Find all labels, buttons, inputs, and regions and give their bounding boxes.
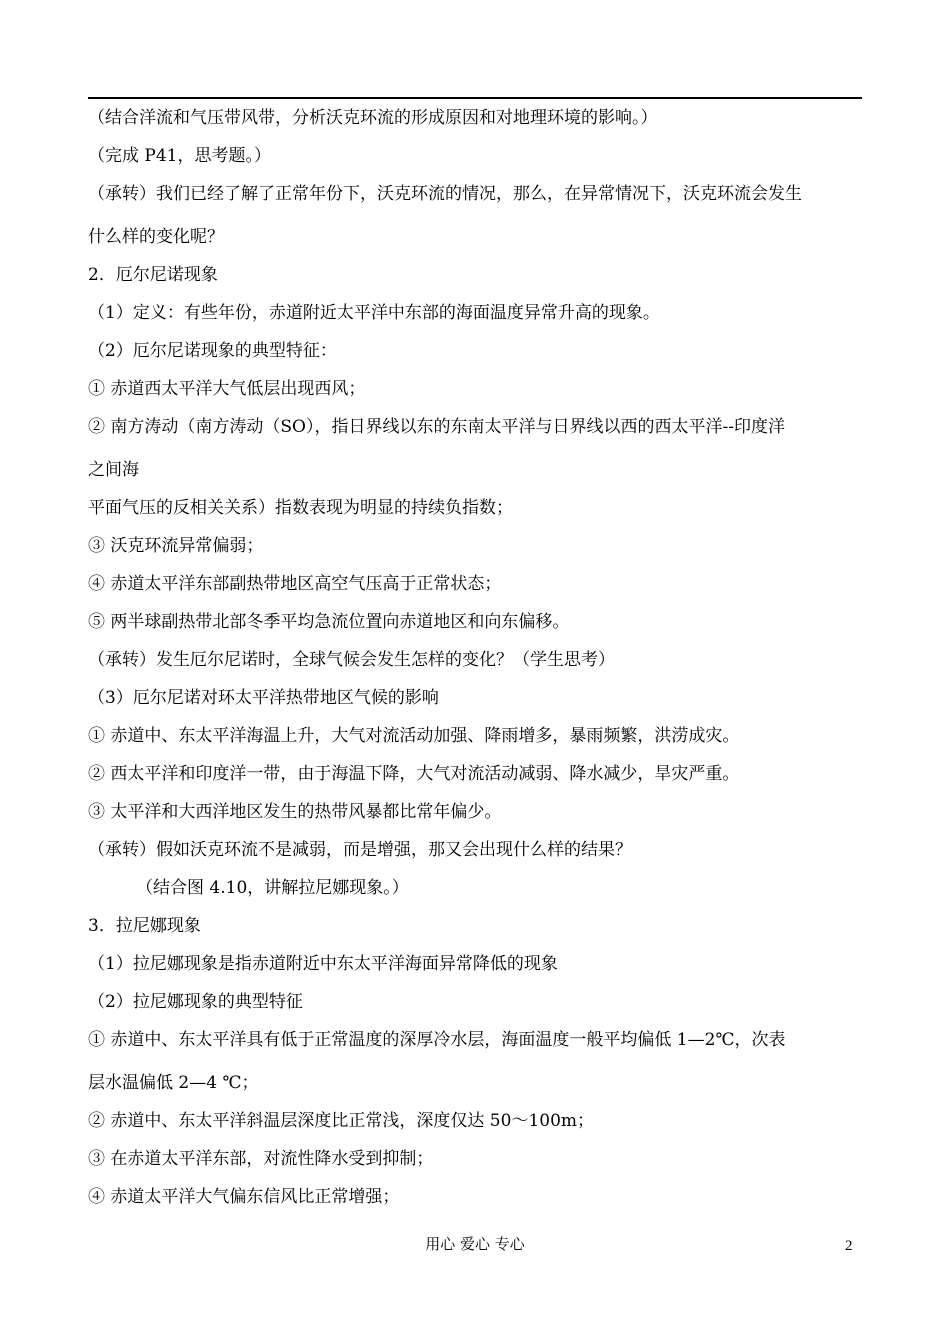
list-item: ③ 在赤道太平洋东部，对流性降水受到抑制； xyxy=(88,1149,434,1169)
text-line: （完成 P41，思考题。） xyxy=(88,146,271,166)
text-line: 层水温偏低 2—4 ℃； xyxy=(88,1073,259,1093)
list-item: ② 南方涛动（南方涛动（SO），指日界线以东的东南太平洋与日界线以西的西太平洋--印度洋 xyxy=(88,417,785,437)
list-item: ④ 赤道太平洋大气偏东信风比正常增强； xyxy=(88,1187,400,1207)
list-item: ② 西太平洋和印度洋一带，由于海温下降，大气对流活动减弱、降水减少，旱灾严重。 xyxy=(88,764,740,784)
text-line: （2）拉尼娜现象的典型特征 xyxy=(88,992,303,1012)
text-line: （1）拉尼娜现象是指赤道附近中东太平洋海面异常降低的现象 xyxy=(88,954,558,974)
list-item: ⑤ 两半球副热带北部冬季平均急流位置向赤道地区和向东偏移。 xyxy=(88,612,570,632)
header-rule xyxy=(88,97,862,99)
text-line: （2）厄尔尼诺现象的典型特征： xyxy=(88,341,337,361)
text-line: （承转）发生厄尔尼诺时，全球气候会发生怎样的变化？（学生思考） xyxy=(88,650,615,670)
text-line: （3）厄尔尼诺对环太平洋热带地区气候的影响 xyxy=(88,688,439,708)
footer-motto: 用心 爱心 专心 xyxy=(425,1235,525,1253)
text-line: （1）定义：有些年份，赤道附近太平洋中东部的海面温度异常升高的现象。 xyxy=(88,303,660,323)
list-item: ① 赤道西太平洋大气低层出现西风； xyxy=(88,379,366,399)
text-line: （承转）我们已经了解了正常年份下，沃克环流的情况，那么，在异常情况下，沃克环流会发生 xyxy=(88,184,802,204)
text-line: （结合图 4.10，讲解拉尼娜现象。） xyxy=(136,878,409,898)
list-item: ④ 赤道太平洋东部副热带地区高空气压高于正常状态； xyxy=(88,574,502,594)
text-line: （承转）假如沃克环流不是减弱，而是增强，那又会出现什么样的结果？ xyxy=(88,840,632,860)
text-line: 之间海 xyxy=(88,460,139,480)
text-line: 平面气压的反相关关系）指数表现为明显的持续负指数； xyxy=(88,498,513,518)
page-number: 2 xyxy=(845,1238,853,1254)
list-item: ③ 太平洋和大西洋地区发生的热带风暴都比常年偏少。 xyxy=(88,802,502,822)
list-item: ① 赤道中、东太平洋具有低于正常温度的深厚冷水层，海面温度一般平均偏低 1—2℃，次表 xyxy=(88,1030,786,1050)
text-line: 什么样的变化呢？ xyxy=(88,227,224,247)
document-body xyxy=(88,106,868,1209)
list-item: ③ 沃克环流异常偏弱； xyxy=(88,536,264,556)
text-line: （结合洋流和气压带风带，分析沃克环流的形成原因和对地理环境的影响。） xyxy=(88,108,658,128)
list-item: ① 赤道中、东太平洋海温上升，大气对流活动加强、降雨增多，暴雨频繁，洪涝成灾。 xyxy=(88,726,740,746)
section-heading: 3．拉尼娜现象 xyxy=(88,916,201,936)
list-item: ② 赤道中、东太平洋斜温层深度比正常浅，深度仅达 50～100m； xyxy=(88,1111,595,1131)
section-heading: 2．厄尔尼诺现象 xyxy=(88,265,218,285)
